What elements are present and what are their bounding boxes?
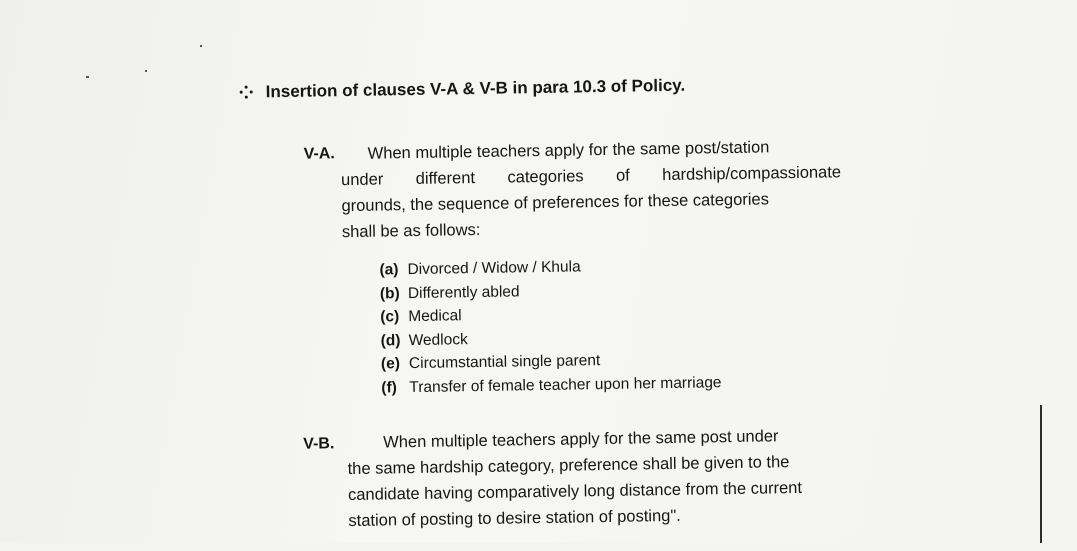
section-heading-text: Insertion of clauses V-A & V-B in para 10.3 of Policy. xyxy=(265,75,686,102)
list-item-marker: (b) xyxy=(379,284,400,303)
clause-vb-line: station of posting to desire station of posting". xyxy=(348,506,681,531)
diamond-bullet-icon xyxy=(240,85,254,99)
clause-vb-line: candidate having comparatively long distance from the current xyxy=(347,478,803,505)
clause-va-line: shall be as follows: xyxy=(341,220,481,242)
clause-va-paragraph xyxy=(340,133,842,245)
list-item-marker: (f) xyxy=(381,378,397,397)
list-item-marker: (c) xyxy=(380,308,400,326)
list-item-text: Wedlock xyxy=(408,330,468,349)
section-heading xyxy=(240,76,686,103)
clause-va-label: V-A. xyxy=(303,145,335,163)
list-item xyxy=(381,371,721,400)
clause-va-line: When multiple teachers apply for the same post/station xyxy=(367,138,770,163)
clause-vb-line: When multiple teachers apply for the same post under xyxy=(383,427,779,452)
clause-vb-label: V-B. xyxy=(303,435,335,453)
list-item-text: Differently abled xyxy=(407,282,520,302)
list-item-text: Medical xyxy=(408,307,462,326)
list-item-text: Circumstantial single parent xyxy=(408,352,601,373)
clause-va-line: under different categories of hardship/compassionate xyxy=(340,163,842,190)
preference-list xyxy=(379,253,721,399)
list-item-marker: (a) xyxy=(379,261,399,279)
clause-va-line: grounds, the sequence of preferences for these categories xyxy=(341,190,770,216)
list-item-text: Transfer of female teacher upon her marriage xyxy=(409,373,722,396)
clause-vb-line: the same hardship category, preference shall be given to the xyxy=(347,453,790,479)
list-item-marker: (e) xyxy=(380,355,401,373)
list-item-text: Divorced / Widow / Khula xyxy=(407,258,581,279)
clause-vb-paragraph xyxy=(347,422,869,534)
list-item-marker: (d) xyxy=(380,331,401,350)
